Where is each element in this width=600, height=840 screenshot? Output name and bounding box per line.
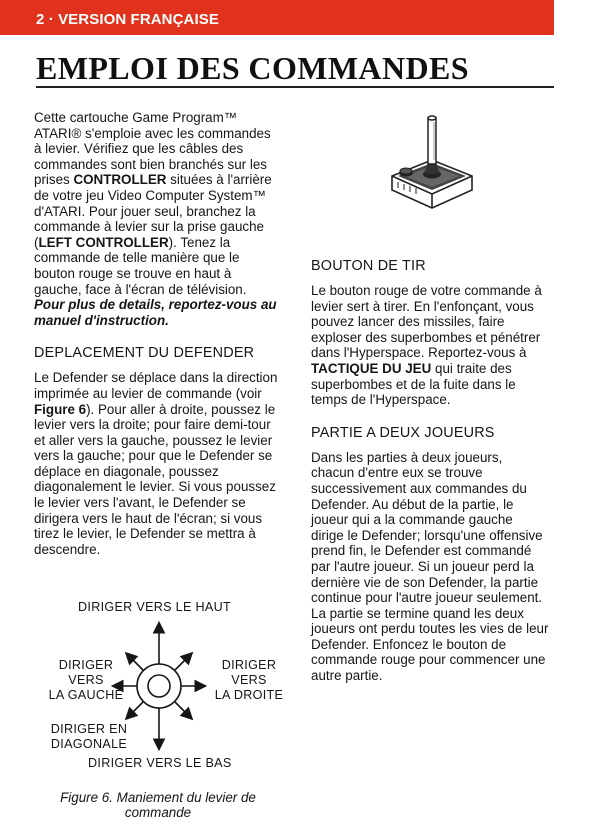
label-right-line-2: VERS (231, 673, 267, 687)
tir-text-1: Le bouton rouge de votre commande à levier sert à tirer. En l'enfonçant, vous pouvez lancer des missiles, faire exploser des superbombes et pénétrer dans l'Hyperspace. Reportez-vous à (311, 283, 542, 361)
tir-paragraph (311, 283, 549, 408)
deplacement-text-2: ). Pour aller à droite, poussez le levier vers la droite; pour faire demi-tour et aller vers la gauche, poussez le levier vers la gauche; pour que le Defender se déplace en diagonale, poussez diagonalement le levier. Si vous poussez le levier vers l'avant, le Defender se dirigera vers le haut de l'écran; si vous tirez le levier, le Defender se mettra à descendre. (34, 401, 276, 557)
label-down: DIRIGER VERS LE BAS (88, 756, 232, 770)
page-title: EMPLOI DES COMMANDES (36, 50, 469, 86)
intro-note: Pour plus de details, reportez-vous au manuel d'instruction. (34, 297, 277, 328)
deplacement-bold-figure: Figure 6 (34, 401, 87, 417)
label-left-line-3: LA GAUCHE (48, 688, 124, 702)
title-rule (36, 86, 554, 88)
label-right-line-1: DIRIGER (221, 658, 277, 672)
label-diagonal-line-1: DIRIGER EN (50, 722, 128, 736)
label-right (204, 658, 294, 703)
intro-text-2: situées à l'arrière de votre jeu Video Computer System™ d'ATARI. Pour jouer seul, branchez la commande à levier sur la prise gauche ( (34, 172, 272, 250)
heading-deux-joueurs: PARTIE A DEUX JOUEURS (311, 424, 495, 441)
joystick-icon (384, 110, 480, 214)
left-column (34, 110, 280, 557)
label-left (46, 658, 126, 703)
deplacement-paragraph (34, 370, 280, 557)
header-bar (0, 0, 554, 35)
right-column (311, 258, 549, 684)
tir-bold-tactique: TACTIQUE DU JEU (311, 360, 432, 376)
joystick-direction-diagram (34, 598, 296, 776)
intro-text-1: Cette cartouche Game Program™ ATARI® s'emploie avec les commandes à levier. Vérifiez que les câbles des commandes sont bien branchés sur les prises (34, 110, 271, 188)
intro-bold-left-controller: LEFT CONTROLLER (38, 234, 169, 250)
deplacement-text-1: Le Defender se déplace dans la direction imprimée au levier de commande (voir (34, 370, 278, 401)
label-up: DIRIGER VERS LE HAUT (78, 600, 231, 614)
intro-bold-controller: CONTROLLER (73, 172, 167, 188)
intro-paragraph (34, 110, 280, 297)
figure-caption: Figure 6. Maniement du levier de commande (60, 790, 256, 820)
label-left-line-1: DIRIGER (58, 658, 114, 672)
deux-joueurs-paragraph: Dans les parties à deux joueurs, chacun d'entre eux se trouve successivement aux commandes du Defender. Au début de la partie, le joueur qui a la commande gauche dirige le Defender; lorsqu'une offensive prend fin, le Defender est commandé par l'autre joueur. Si un joueur perd la dernière vie de son Defender, la partie continue pour l'autre joueur seulement. La partie se termine quand les deux joueurs ont perdu toutes les vies de leur Defender. Enfoncez le bouton de commande rouge pour commencer une autre partie. (311, 449, 549, 684)
tir-text-2: qui traite des superbombes et de la fuite dans le temps de l'Hyperspace. (311, 360, 516, 408)
label-diagonal (46, 722, 132, 752)
label-right-line-3: LA DROITE (214, 688, 284, 702)
label-diagonal-line-2: DIAGONALE (50, 737, 128, 751)
intro-text-3: ). Tenez la commande de telle manière que le bouton rouge se trouve en haut à gauche, face à l'écran de télévision. (34, 234, 247, 297)
heading-bouton-tir: BOUTON DE TIR (311, 258, 426, 274)
section-label: 2 · VERSION FRANÇAISE (36, 11, 219, 28)
label-left-line-2: VERS (68, 673, 104, 687)
heading-deplacement: DEPLACEMENT DU DEFENDER (34, 345, 255, 362)
